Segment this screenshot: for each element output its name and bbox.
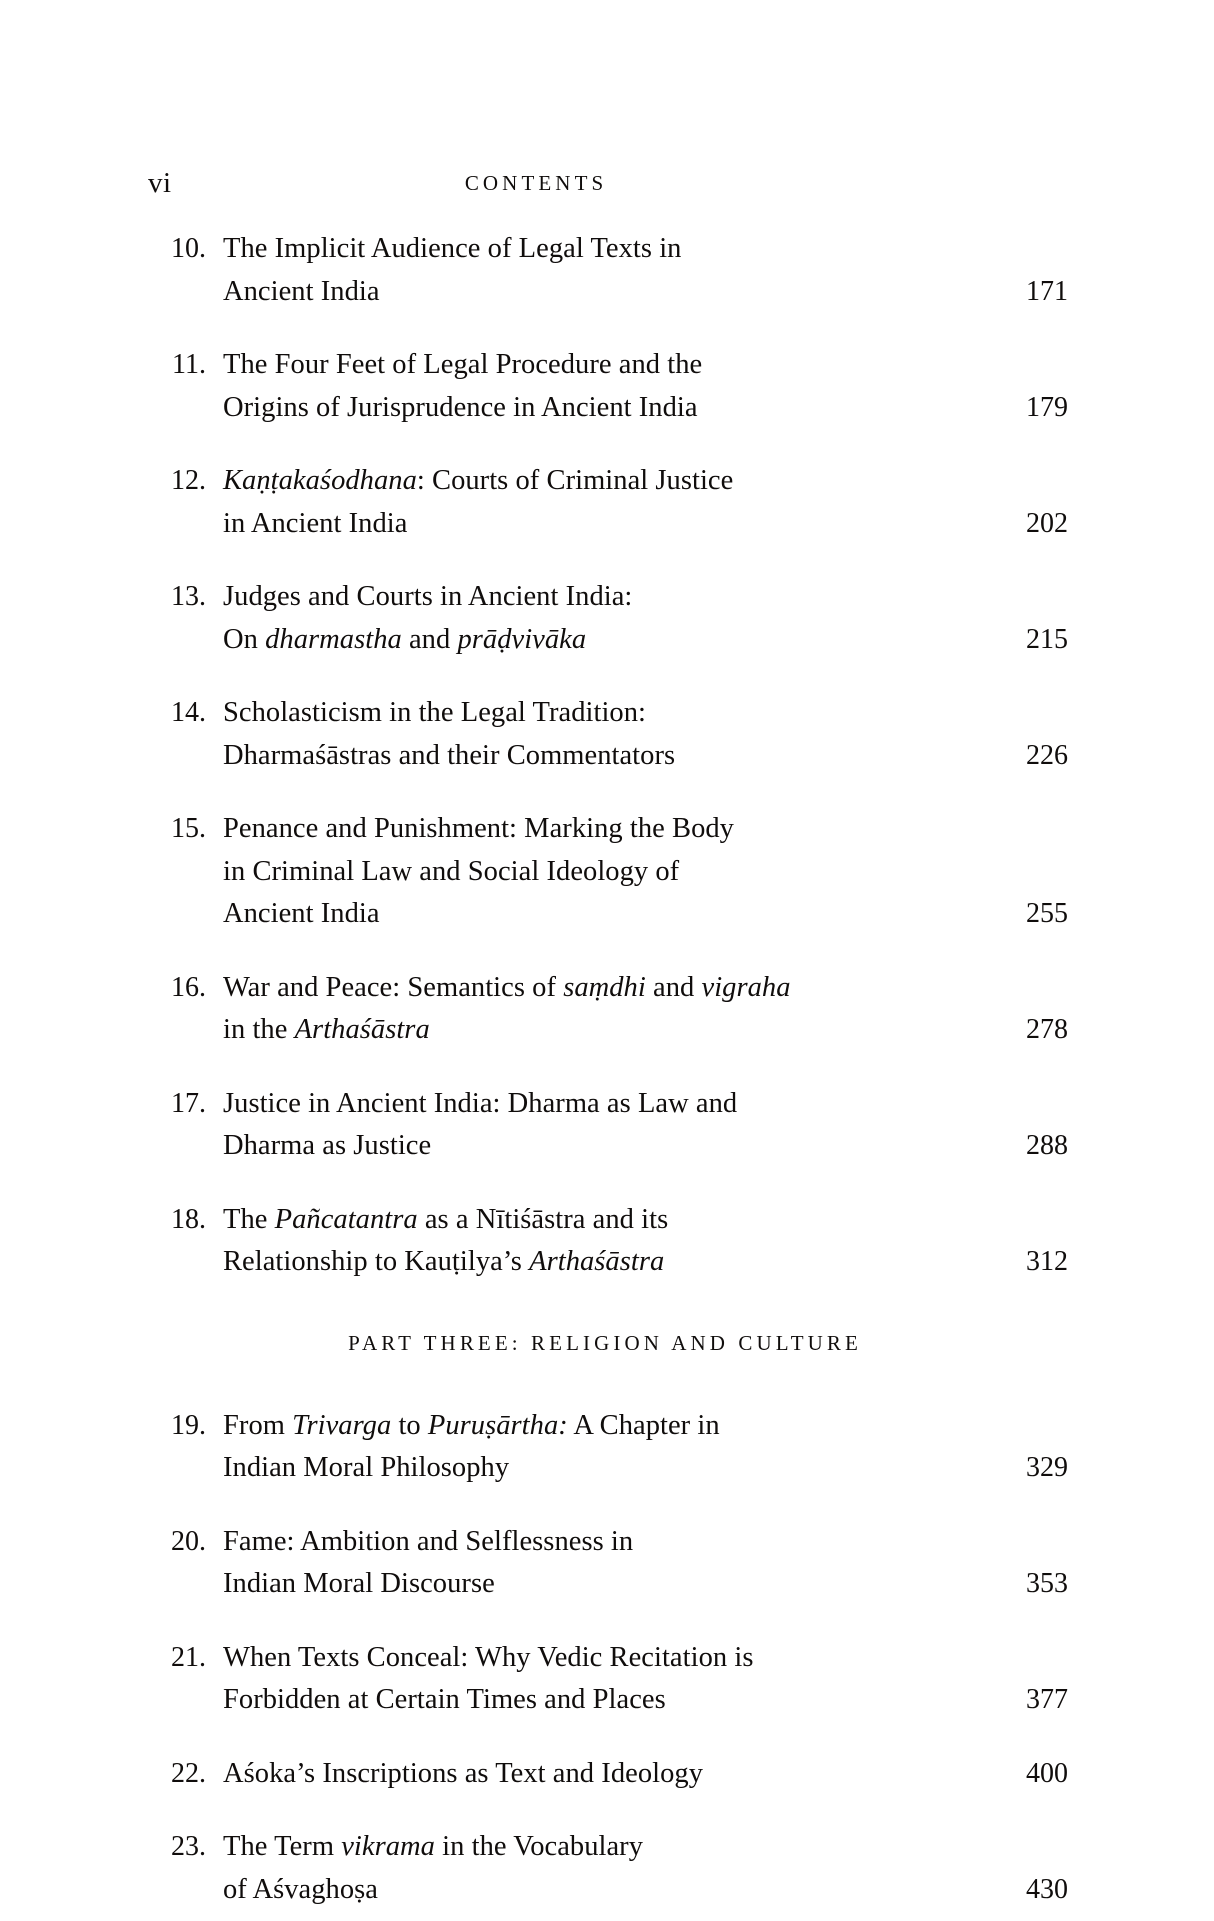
toc-entry[interactable] (148, 344, 1068, 429)
toc-entry[interactable] (148, 576, 1068, 661)
entry-title: The Implicit Audience of Legal Texts in Ancient India (223, 233, 682, 307)
toc-entry[interactable] (148, 1405, 1068, 1490)
entry-page-number: 171 (1026, 275, 1068, 307)
table-of-contents (148, 228, 1068, 1911)
entry-page-number: 353 (1026, 1568, 1068, 1599)
part-heading: PART THREE: RELIGION AND CULTURE (348, 1330, 862, 1355)
entry-title: Fame: Ambition and Selflessness in Indian Moral Discourse (223, 1525, 634, 1599)
toc-entry[interactable] (148, 1199, 1068, 1284)
entry-title: War and Peace: Semantics of saṃdhi and vigraha in the Arthaśāstra (223, 971, 791, 1045)
running-head-title: CONTENTS (464, 171, 608, 195)
running-head (148, 166, 920, 200)
entry-title: Kaṇṭakaśodhana: Courts of Criminal Justice in Ancient India (223, 465, 734, 539)
toc-entry[interactable] (148, 1637, 1068, 1722)
toc-entry[interactable] (148, 967, 1068, 1052)
folio-number: vi (148, 167, 172, 199)
entry-number: 17. (171, 1087, 206, 1119)
entry-title: Penance and Punishment: Marking the Body in Criminal Law and Social Ideology of Ancient India (223, 813, 734, 929)
toc-entry[interactable] (148, 1753, 1068, 1796)
entry-title: Judges and Courts in Ancient India: On dharmastha and prāḍvivāka (223, 581, 633, 655)
entry-title: The Four Feet of Legal Procedure and the Origins of Jurisprudence in Ancient India (223, 349, 703, 423)
entry-page-number: 312 (1026, 1246, 1068, 1277)
entry-number: 22. (171, 1757, 206, 1789)
entry-number: 20. (171, 1525, 206, 1557)
entry-number: 15. (171, 813, 206, 844)
entry-page-number: 329 (1026, 1452, 1068, 1483)
toc-entry[interactable] (148, 808, 1068, 936)
entry-page-number: 430 (1026, 1873, 1068, 1905)
entry-number: 10. (171, 233, 206, 264)
entry-page-number: 202 (1026, 507, 1068, 539)
toc-entry[interactable] (148, 460, 1068, 545)
entry-title: Scholasticism in the Legal Tradition: Dharmaśāstras and their Commentators (223, 697, 676, 771)
entry-title: From Trivarga to Puruṣārtha: A Chapter in Indian Moral Philosophy (223, 1409, 720, 1483)
entry-page-number: 226 (1026, 739, 1068, 771)
entry-page-number: 215 (1026, 623, 1068, 655)
entry-title: When Texts Conceal: Why Vedic Recitation is Forbidden at Certain Times and Places (223, 1641, 754, 1715)
toc-entry[interactable] (148, 1826, 1068, 1911)
entry-number: 23. (171, 1831, 206, 1862)
toc-entry[interactable] (148, 1083, 1068, 1168)
entry-title: The Pañcatantra as a Nītiśāstra and its Relationship to Kauṭilya’s Arthaśāstra (223, 1203, 669, 1277)
toc-entry[interactable] (148, 1521, 1068, 1606)
entry-number: 13. (171, 581, 206, 612)
entry-page-number: 400 (1026, 1757, 1068, 1789)
entry-page-number: 179 (1026, 391, 1068, 423)
entry-number: 19. (171, 1409, 206, 1441)
toc-entry[interactable] (148, 692, 1068, 777)
entry-number: 16. (171, 971, 206, 1003)
entry-page-number: 255 (1026, 898, 1068, 929)
entry-page-number: 278 (1026, 1014, 1068, 1045)
entry-number: 18. (171, 1203, 206, 1235)
entry-number: 21. (171, 1641, 206, 1673)
entry-title: The Term vikrama in the Vocabulary of Aśvaghoṣa (223, 1831, 643, 1905)
entry-number: 14. (171, 697, 206, 728)
entry-page-number: 377 (1026, 1684, 1068, 1715)
entry-number: 11. (172, 349, 206, 380)
entry-page-number: 288 (1026, 1130, 1068, 1161)
entry-title: Justice in Ancient India: Dharma as Law and Dharma as Justice (223, 1087, 738, 1161)
entry-title: Aśoka’s Inscriptions as Text and Ideology (223, 1757, 703, 1789)
toc-entry[interactable] (148, 228, 1068, 313)
entry-number: 12. (171, 465, 206, 496)
